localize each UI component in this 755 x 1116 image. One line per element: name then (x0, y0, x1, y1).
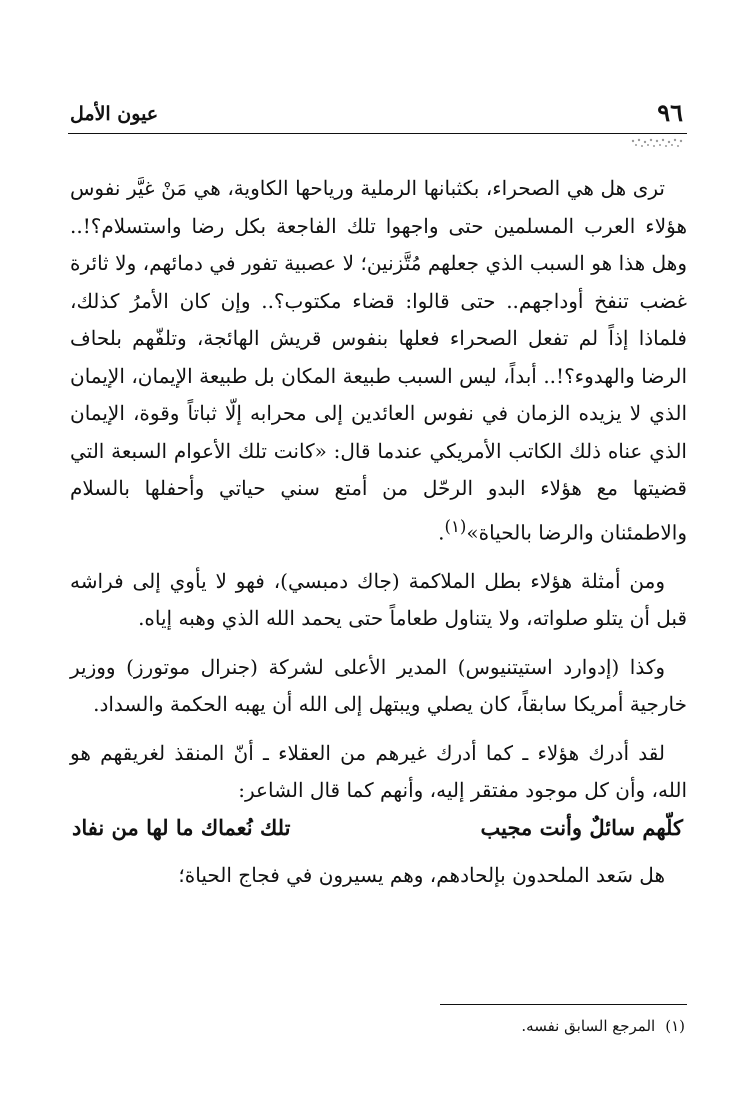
paragraph-1 (70, 170, 687, 552)
page-number: ٩٦ (657, 98, 683, 127)
header-ornament-icon (629, 137, 685, 149)
paragraph-4: لقد أدرك هؤلاء ـ كما أدرك غيرهم من العقلاء ـ أنّ المنقذ لغريقهم هو الله، وأن كل موجود مفتقر إليه، وأنهم كما قال الشاعر: (70, 740, 687, 803)
footnote-reference: (١) (444, 516, 467, 536)
footnote-marker: (١) (665, 1017, 685, 1035)
paragraph-1-text: ترى هل هي الصحراء، بكثبانها الرملية ورياحها الكاوية، هي مَنْ غيَّر نفوس هؤلاء العرب المسلمين حتى واجهوا تلك الفاجعة بكل رضا واستسلام؟!.. وهل هذا هو السبب الذي جعلهم مُتَّزنين؛ لا عصبية تفور في دمائهم، ولا ثائرة غضب تنفخ أوداجهم.. حتى قالوا: قضاء مكتوب؟.. وإن كان الأمرُ كذلك، فلماذا إذاً لم تفعل الصحراء فعلها بنفوس قريش الهائجة، وتلفّهم بلحاف الرضا والهدوء؟!.. أبداً، ليس السبب طبيعة المكان بل طبيعة الإيمان، الإيمان الذي لا يزيده الزمان في نفوس العائدين إلى محرابه إلّا ثباتاً وقوة، الإيمان الذي عناه ذلك الكاتب الأمريكي عندما قال: «كانت تلك الأعوام السبعة التي قضيتها مع هؤلاء البدو الرحّل من أمتع سني حياتي وأحفلها بالسلام والاطمئنان والرضا بالحياة» (70, 176, 687, 545)
paragraph-5: هل سَعد الملحدون بإلحادهم، وهم يسيرون في فجاج الحياة؛ (178, 862, 665, 887)
page-header (68, 98, 687, 128)
poem-second-hemistich: تلك نُعماك ما لها من نفاد (72, 814, 291, 840)
poem-verse (70, 810, 687, 846)
paragraph-1-end: . (438, 520, 445, 545)
footnote (521, 1016, 685, 1036)
footnote-text: المرجع السابق نفسه. (521, 1017, 656, 1035)
footnote-rule (440, 1004, 687, 1005)
main-text (70, 170, 687, 894)
running-title: عيون الأمل (70, 103, 159, 125)
paragraph-2: ومن أمثلة هؤلاء بطل الملاكمة (جاك دمبسي)، فهو لا يأوي إلى فراشه قبل أن يتلو صلواته، ولا يتناول طعاماً حتى يحمد الله الذي وهبه إياه. (70, 568, 687, 631)
paragraph-3: وكذا (إدوارد استيتنيوس) المدير الأعلى لشركة (جنرال موتورز) ووزير خارجية أمريكا سابقاً، كان يصلي ويبتهل إلى الله أن يهبه الحكمة والسداد. (70, 654, 687, 717)
poem-first-hemistich: كلّهم سائلٌ وأنت مجيب (480, 814, 683, 840)
header-rule (68, 133, 687, 134)
